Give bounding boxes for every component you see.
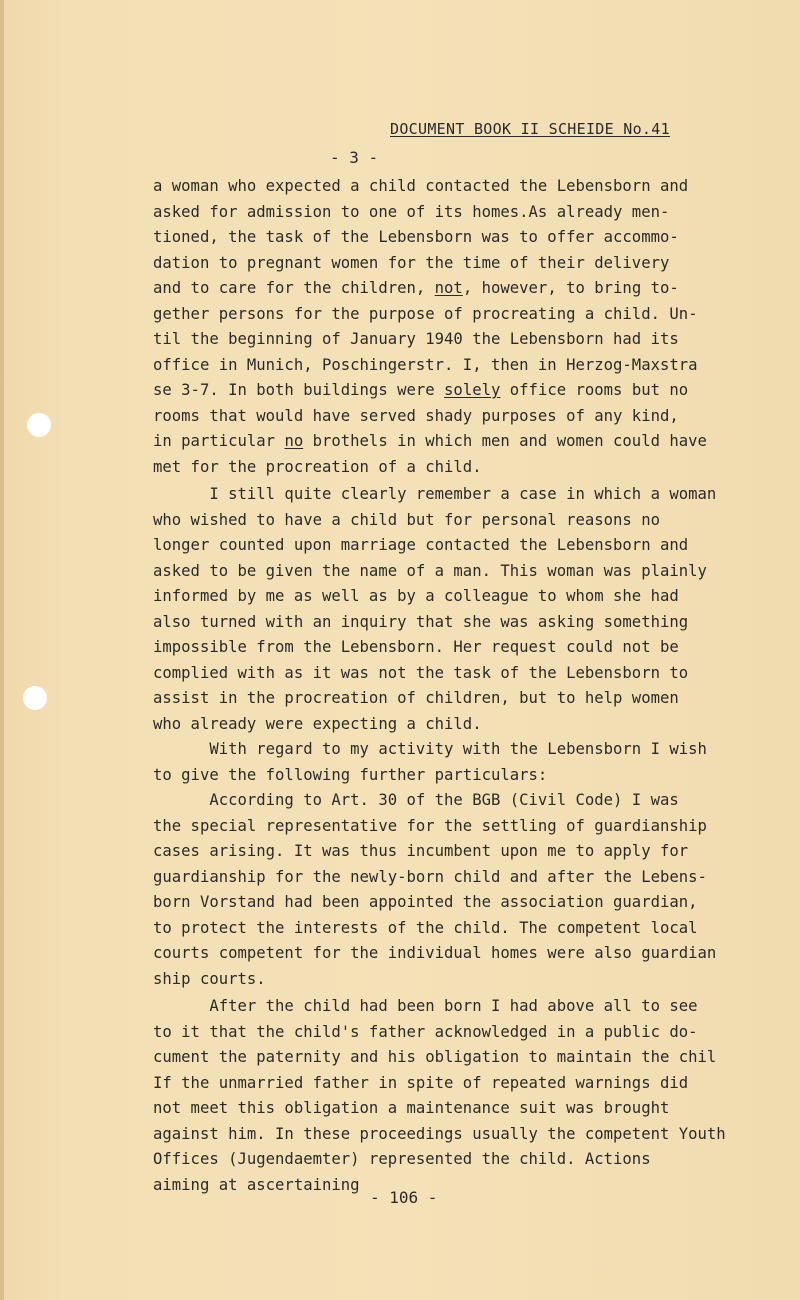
text-segment: tioned, the task of the Lebensborn was to offer accommo- xyxy=(153,228,679,246)
punch-hole-upper xyxy=(27,413,51,437)
text-segment: aiming at ascertaining xyxy=(153,1175,360,1194)
text-segment: brothels in which men and women could have xyxy=(303,432,707,450)
text-line xyxy=(153,967,773,993)
text-line xyxy=(153,635,773,661)
text-line xyxy=(153,737,773,763)
text-segment: who already were expecting a child. xyxy=(153,714,482,733)
underlined-word: solely xyxy=(444,381,501,399)
text-segment: After the child had been born I had above all to see xyxy=(153,997,698,1015)
text-line xyxy=(153,814,773,840)
text-segment: and to care for the children, xyxy=(153,279,435,297)
text-segment: asked to be given the name of a man. This woman was plainly xyxy=(153,561,707,580)
text-segment: met for the procreation of a child. xyxy=(153,457,482,476)
text-segment: born Vorstand had been appointed the association guardian, xyxy=(153,893,698,911)
text-segment: cases arising. It was thus incumbent upon me to apply for xyxy=(153,842,689,860)
text-segment: ship courts. xyxy=(153,969,266,988)
text-line xyxy=(153,865,773,891)
text-line xyxy=(153,994,773,1020)
text-line xyxy=(153,353,773,379)
text-line xyxy=(153,1122,773,1148)
text-segment: also turned with an inquiry that she was asking something xyxy=(153,612,689,631)
text-line xyxy=(153,584,773,610)
text-line xyxy=(153,1071,773,1097)
text-segment: courts competent for the individual homes were also guardian xyxy=(153,944,717,962)
text-segment: se 3-7. In both buildings were xyxy=(153,381,445,399)
text-segment: dation to pregnant women for the time of their delivery xyxy=(153,253,670,272)
text-segment: in particular xyxy=(153,432,285,450)
text-segment: impossible from the Lebensborn. Her request could not be xyxy=(153,638,679,656)
text-segment: rooms that would have served shady purposes of any kind, xyxy=(153,406,679,425)
text-line xyxy=(153,429,773,455)
text-line xyxy=(153,661,773,687)
text-line xyxy=(153,712,773,738)
text-line xyxy=(153,1173,773,1199)
text-segment: who wished to have a child but for personal reasons no xyxy=(153,510,660,529)
text-line xyxy=(153,327,773,353)
punch-hole-lower xyxy=(23,686,47,710)
text-segment: According to Art. 30 of the BGB (Civil Code) I was xyxy=(153,791,679,809)
text-segment: the special representative for the settling of guardianship xyxy=(153,816,707,835)
text-segment: to protect the interests of the child. The competent local xyxy=(153,918,698,937)
text-line xyxy=(153,559,773,585)
text-segment: asked for admission to one of its homes.As already men- xyxy=(153,202,670,221)
text-segment: against him. In these proceedings usually the competent Youth xyxy=(153,1124,726,1143)
text-segment: office in Munich, Poschingerstr. I, then in Herzog-Maxstra xyxy=(153,355,698,374)
text-line xyxy=(153,276,773,302)
text-segment: til the beginning of January 1940 the Lebensborn had its xyxy=(153,330,679,348)
text-segment: Offices (Jugendaemter) represented the child. Actions xyxy=(153,1150,651,1168)
text-segment: to it that the child's father acknowledged in a public do- xyxy=(153,1022,698,1041)
text-line xyxy=(153,763,773,789)
text-segment: With regard to my activity with the Lebensborn I wish xyxy=(153,740,707,758)
underlined-word: no xyxy=(284,432,304,450)
text-line xyxy=(153,686,773,712)
text-segment: cument the paternity and his obligation to maintain the chil xyxy=(153,1048,717,1066)
text-line xyxy=(153,1096,773,1122)
text-line xyxy=(153,404,773,430)
text-line xyxy=(153,174,773,200)
text-segment: office rooms but no xyxy=(500,381,689,399)
page-edge xyxy=(0,0,4,1300)
text-segment: complied with as it was not the task of the Lebensborn to xyxy=(153,663,689,682)
text-line xyxy=(153,890,773,916)
text-line xyxy=(153,1045,773,1071)
text-segment: guardianship for the newly-born child and after the Lebens- xyxy=(153,867,707,886)
text-segment: I still quite clearly remember a case in which a woman xyxy=(153,485,717,503)
text-segment: to give the following further particulars: xyxy=(153,765,548,784)
document-header: DOCUMENT BOOK II SCHEIDE No.41 xyxy=(390,120,670,138)
text-line xyxy=(153,508,773,534)
text-line xyxy=(153,302,773,328)
text-line xyxy=(153,251,773,277)
text-line xyxy=(153,455,773,481)
text-line xyxy=(153,788,773,814)
text-segment: not meet this obligation a maintenance suit was brought xyxy=(153,1099,670,1117)
text-segment: , however, to bring to- xyxy=(462,279,679,297)
text-segment: longer counted upon marriage contacted the Lebensborn and xyxy=(153,536,689,554)
page-number-bottom: - 106 - xyxy=(370,1188,438,1207)
text-line xyxy=(153,941,773,967)
page-number-top: - 3 - xyxy=(330,148,379,167)
text-line xyxy=(153,839,773,865)
text-line xyxy=(153,378,773,404)
text-line xyxy=(153,533,773,559)
text-line xyxy=(153,225,773,251)
text-line xyxy=(153,482,773,508)
text-segment: gether persons for the purpose of procreating a child. Un- xyxy=(153,304,698,323)
text-line xyxy=(153,1147,773,1173)
text-line xyxy=(153,1020,773,1046)
text-segment: a woman who expected a child contacted the Lebensborn and xyxy=(153,177,689,195)
text-line xyxy=(153,916,773,942)
text-line xyxy=(153,200,773,226)
underlined-word: not xyxy=(434,279,463,297)
text-segment: assist in the procreation of children, but to help women xyxy=(153,689,679,707)
text-segment: If the unmarried father in spite of repeated warnings did xyxy=(153,1073,689,1092)
text-segment: informed by me as well as by a colleague to whom she had xyxy=(153,587,679,605)
document-body xyxy=(153,174,773,1198)
text-line xyxy=(153,610,773,636)
